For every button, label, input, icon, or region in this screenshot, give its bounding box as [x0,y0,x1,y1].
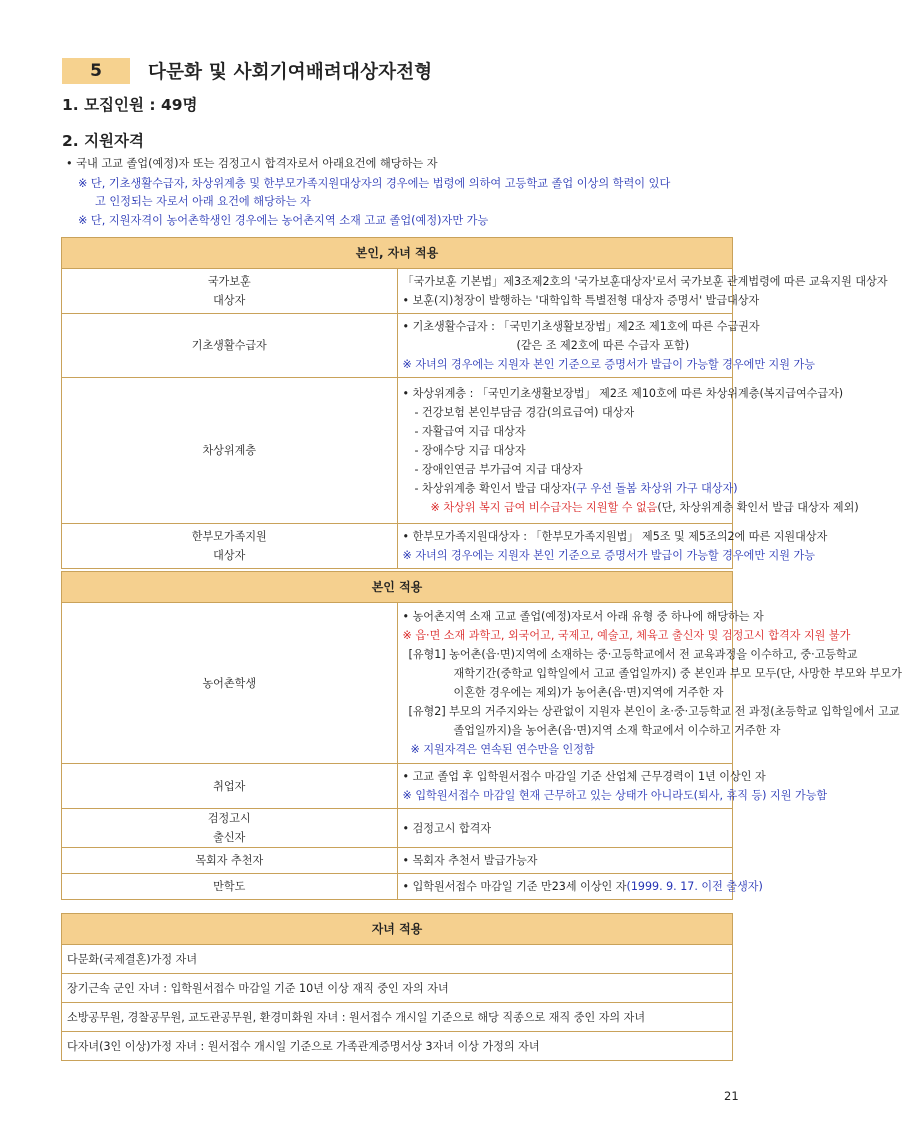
section-header [62,58,432,84]
row-category: 목회자 추천자 [62,848,398,874]
row-category: 차상위계층 [62,378,398,524]
page-number: 21 [724,1089,739,1103]
qualification-note-1: ※ 단, 기초생활수급자, 차상위계층 및 한부모가족지원대상자의 경우에는 법령에 의하여 고등학교 졸업 이상의 학력이 있다 [78,177,671,190]
table-self-only [61,571,902,900]
content-note: ※ 입학원서접수 마감일 현재 근무하고 있는 상태가 아니라도(퇴사, 휴직 등) 지원 가능함 [402,789,828,802]
content-line: (같은 조 제2호에 따른 수급자 포함) [516,339,690,352]
table-header: 본인, 자녀 적용 [62,238,733,269]
table-row [62,269,733,314]
row-content: 장기근속 군인 자녀 : 입학원서접수 마감일 기준 10년 이상 재직 중인 자의 자녀 [62,974,733,1003]
row-content [397,764,828,809]
category-label: 대상자 [213,549,246,562]
content-line: - 장애인연금 부가급여 지급 대상자 [414,463,583,476]
content-line: • 차상위계층 : 「국민기초생활보장법」 제2조 제10호에 따른 차상위계층(복지급여수급자) [402,387,844,400]
content-note: ※ 지원자격은 연속된 연수만을 인정함 [410,743,595,756]
row-content [397,314,815,378]
table-row [62,524,733,569]
content-note: ※ 자녀의 경우에는 지원자 본인 기준으로 증명서가 발급이 가능할 경우에만 지원 가능 [402,358,815,371]
content-note: ※ 차상위 복지 급여 비수급자는 지원할 수 없음(단, 차상위계층 확인서 발급 대상자 제외) [430,501,859,514]
content-note: ※ 자녀의 경우에는 지원자 본인 기준으로 증명서가 발급이 가능할 경우에만 지원 가능 [402,549,815,562]
table-row [62,874,733,900]
row-content: 소방공무원, 경찰공무원, 교도관공무원, 환경미화원 자녀 : 원서접수 개시일 기준으로 해당 직종으로 재직 중인 자의 자녀 [62,1003,733,1032]
row-content [397,378,859,524]
category-label: 대상자 [213,294,246,307]
row-category: 취업자 [62,764,398,809]
content-line: • 입학원서접수 마감일 기준 만23세 이상인 자(1999. 9. 17. 이전 출생자) [402,880,763,893]
qualification-note-1-cont: 고 인정되는 자로서 아래 요건에 해당하는 자 [95,195,311,208]
table-row [62,945,733,974]
section-title: 다문화 및 사회기여배려대상자전형 [148,62,433,83]
content-line: - 자활급여 지급 대상자 [414,425,526,438]
row-category: 만학도 [62,874,398,900]
content-line: • 고교 졸업 후 입학원서접수 마감일 기준 산업체 근무경력이 1년 이상인 자 [402,770,766,783]
content-line: - 차상위계층 확인서 발급 대상자(구 우선 돌봄 차상위 가구 대상자) [414,482,738,495]
row-category: 기초생활수급자 [62,314,398,378]
table-row [62,378,733,524]
table-child-only [61,913,733,1061]
section-number: 5 [62,58,130,84]
content-line: 이혼한 경우에는 제외)가 농어촌(읍·면)지역에 거주한 자 [453,686,724,699]
content-line: 졸업일까지)을 농어촌(읍·면)지역 소재 학교에서 이수하고 거주한 자 [453,724,781,737]
category-label: 출신자 [213,831,246,844]
qualification-bullet: • 국내 고교 졸업(예정)자 또는 검정고시 합격자로서 아래요건에 해당하는 자 [66,157,438,170]
row-category [62,809,398,848]
content-line: - 장애수당 지급 대상자 [414,444,526,457]
row-content: 다자녀(3인 이상)가정 자녀 : 원서접수 개시일 기준으로 가족관계증명서상 3자녀 이상 가정의 자녀 [62,1032,733,1061]
content-line: • 목회자 추천서 발급가능자 [402,854,538,867]
table-header: 자녀 적용 [62,914,733,945]
content-line: • 기초생활수급자 : 「국민기초생활보장법」제2조 제1호에 따른 수급권자 [402,320,760,333]
table-row [62,603,733,764]
content-line: • 농어촌지역 소재 고교 졸업(예정)자로서 아래 유형 중 하나에 해당하는 자 [402,610,764,623]
qualification-heading: 2. 지원자격 [62,132,144,150]
table-row [62,974,733,1003]
category-label: 국가보훈 [207,275,251,288]
table-row [62,809,733,848]
content-line: [유형2] 부모의 거주지와는 상관없이 지원자 본인이 초·중·고등학교 전 과정(초등학교 입학일에서 고교 [408,705,900,718]
row-content [397,809,733,848]
content-note: ※ 읍·면 소재 과학고, 외국어고, 국제고, 예술고, 체육고 출신자 및 검정고시 합격자 지원 불가 [402,629,851,642]
recruit-heading: 1. 모집인원 : 49명 [62,96,198,114]
category-label: 한부모가족지원 [191,530,267,543]
row-category: 농어촌학생 [62,603,398,764]
row-content [397,269,888,314]
table-row [62,1032,733,1061]
category-label: 검정고시 [207,812,251,825]
row-category [62,524,398,569]
row-content [397,848,733,874]
content-line: 「국가보훈 기본법」제3조제2호의 '국가보훈대상자'로서 국가보훈 관계법령에 따른 교육지원 대상자 [402,275,888,288]
table-row [62,848,733,874]
row-category [62,269,398,314]
row-content [397,603,902,764]
table-self-and-child [61,237,888,569]
content-line: - 건강보험 본인부담금 경감(의료급여) 대상자 [414,406,635,419]
table-row [62,314,733,378]
qualification-note-2: ※ 단, 지원자격이 농어촌학생인 경우에는 농어촌지역 소재 고교 졸업(예정)자만 가능 [78,214,489,227]
content-line: • 검정고시 합격자 [402,821,492,835]
row-content [397,524,828,569]
content-line: [유형1] 농어촌(읍·면)지역에 소재하는 중·고등학교에서 전 교육과정을 이수하고, 중·고등학교 [408,648,858,661]
content-line: • 보훈(지)청장이 발행하는 '대학입학 특별전형 대상자 증명서' 발급대상자 [402,294,760,307]
row-content: 다문화(국제결혼)가정 자녀 [62,945,733,974]
content-line: 재학기간(중학교 입학일에서 고교 졸업일까지) 중 본인과 부모 모두(단, 사망한 부모와 부모가 [453,667,902,680]
table-row [62,764,733,809]
table-row [62,1003,733,1032]
content-line: • 한부모가족지원대상자 : 「한부모가족지원법」 제5조 및 제5조의2에 따른 지원대상자 [402,530,828,543]
table-header: 본인 적용 [62,572,733,603]
row-content [397,874,763,900]
